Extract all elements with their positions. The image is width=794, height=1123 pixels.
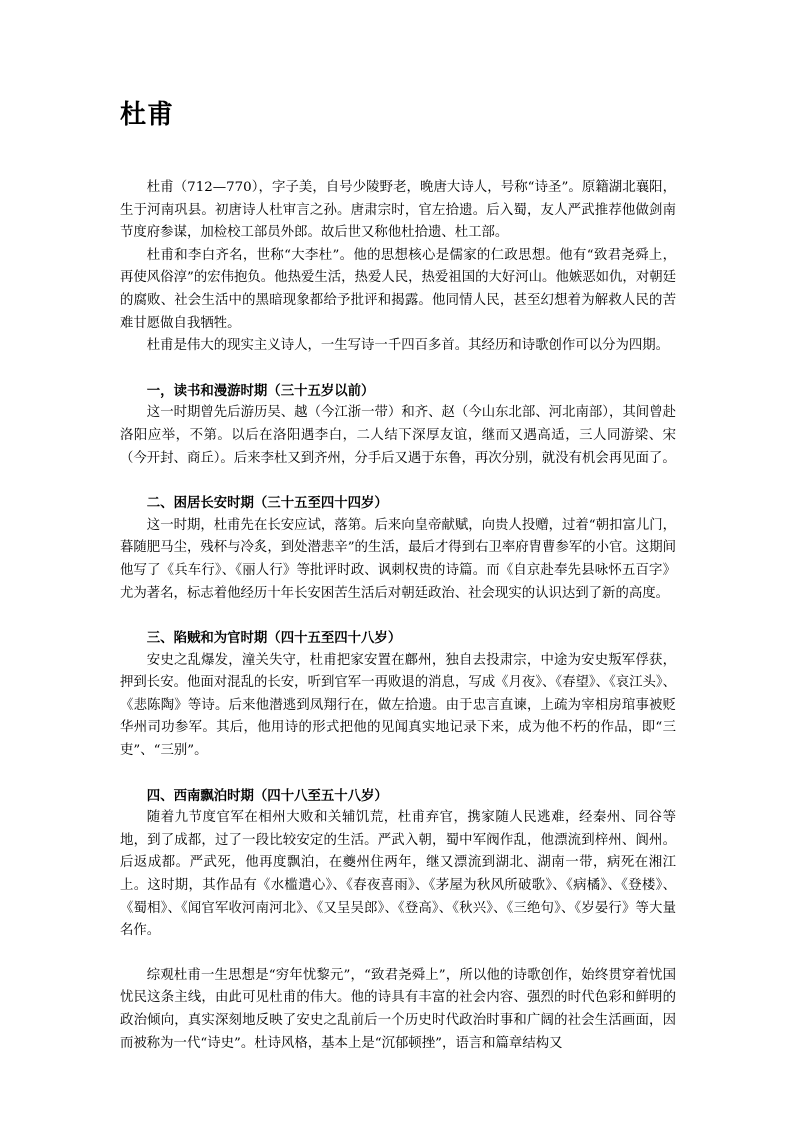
intro-paragraph-3: 杜甫是伟大的现实主义诗人，一生写诗一千四百多首。其经历和诗歌创作可以分为四期。 [146,338,670,354]
intro-paragraph-2: 杜甫和李白齐名，世称“大李杜”。他的思想核心是儒家的仁政思想。他有“致君尧舜上，再使风俗淳”的宏伟抱负。他热爱生活，热爱人民，热爱祖国的大好河山。他嫉恶如仇，对朝廷的腐败、社会生活中的黑暗现象都给予批评和揭露。他同情人民，甚至幻想着为解救人民的苦难甘愿做自我牺牲。 [120,247,676,331]
section-heading-1: 一，读书和漫游时期（三十五岁以前） [146,382,375,399]
document-body [120,177,676,1055]
section-spacer [120,470,676,492]
section-spacer [120,358,676,380]
section-text-4: 随着九节度官军在相州大败和关辅饥荒，杜甫弃官，携家随人民逃难，经秦州、同谷等地，到了成都，过了一段比较安定的生活。严武入朝，蜀中军阀作乱，他漂流到梓州、阆州。后返成都。严武死，他再度飘泊，在夔州住两年，继又漂流到湖北、湖南一带，病死在湘江上。这时期，其作品有《水槛遣心》、《春夜喜雨》、《茅屋为秋风所破歌》、《病橘》、《登楼》、《蜀相》、《闻官军收河南河北》、《又呈吴郎》、《登高》、《秋兴》、《三绝句》、《岁晏行》等大量名作。 [120,810,676,939]
section-text-1: 这一时期曾先后游历吴、越（今江浙一带）和齐、赵（今山东北部、河北南部），其间曾赴洛阳应举，不第。以后在洛阳遇李白，二人结下深厚友谊，继而又遇高适，三人同游梁、宋（今开封、商丘）。后来李杜又到齐州，分手后又遇于东鲁，再次分别，就没有机会再见面了。 [120,405,676,466]
document-title: 杜甫 [120,100,175,130]
section-text-3: 安史之乱爆发，潼关失守，杜甫把家安置在鄜州，独自去投肃宗，中途为安史叛军俘获，押到长安。他面对混乱的长安，听到官军一再败退的消息，写成《月夜》、《春望》、《哀江头》、《悲陈陶》等诗。后来他潜逃到凤翔行在，做左拾遗。由于忠言直谏，上疏为宰相房琯事被贬华州司功参军。其后，他用诗的形式把他的见闻真实地记录下来，成为他不朽的作品，即“三吏”、“三别”。 [120,652,676,759]
section-spacer [120,943,676,965]
section-spacer [120,605,676,627]
conclusion-paragraph: 综观杜甫一生思想是“穷年忧黎元”，“致君尧舜上”，所以他的诗歌创作，始终贯穿着忧国忧民这条主线，由此可见杜甫的伟大。他的诗具有丰富的社会内容、强烈的时代色彩和鲜明的政治倾向，真实深刻地反映了安史之乱前后一个历史时代政治时事和广阔的社会生活画面，因而被称为一代“诗史”。杜诗风格，基本上是“沉郁顿挫”，语言和篇章结构又 [120,967,676,1051]
section-heading-4: 四、西南飘泊时期（四十八至五十八岁） [146,787,388,804]
section-spacer [120,763,676,785]
section-text-2: 这一时期，杜甫先在长安应试，落第。后来向皇帝献赋，向贵人投赠，过着“朝扣富儿门，暮随肥马尘，残杯与冷炙，到处潜悲辛”的生活，最后才得到右卫率府胄曹参军的小官。这期间他写了《兵车行》、《丽人行》等批评时政、讽刺权贵的诗篇。而《自京赴奉先县咏怀五百字》尤为著名，标志着他经历十年长安困苦生活后对朝廷政治、社会现实的认识达到了新的高度。 [120,517,676,601]
section-heading-2: 二、困居长安时期（三十五至四十四岁） [146,495,388,512]
intro-paragraph-1: 杜甫（712—770），字子美，自号少陵野老，晚唐大诗人，号称“诗圣”。原籍湖北襄阳，生于河南巩县。初唐诗人杜审言之孙。唐肃宗时，官左拾遗。后入蜀，友人严武推荐他做剑南节度府参谋，加检校工部员外郎。故后世又称他杜拾遗、杜工部。 [120,180,676,241]
section-heading-3: 三、陷贼和为官时期（四十五至四十八岁） [146,630,402,647]
